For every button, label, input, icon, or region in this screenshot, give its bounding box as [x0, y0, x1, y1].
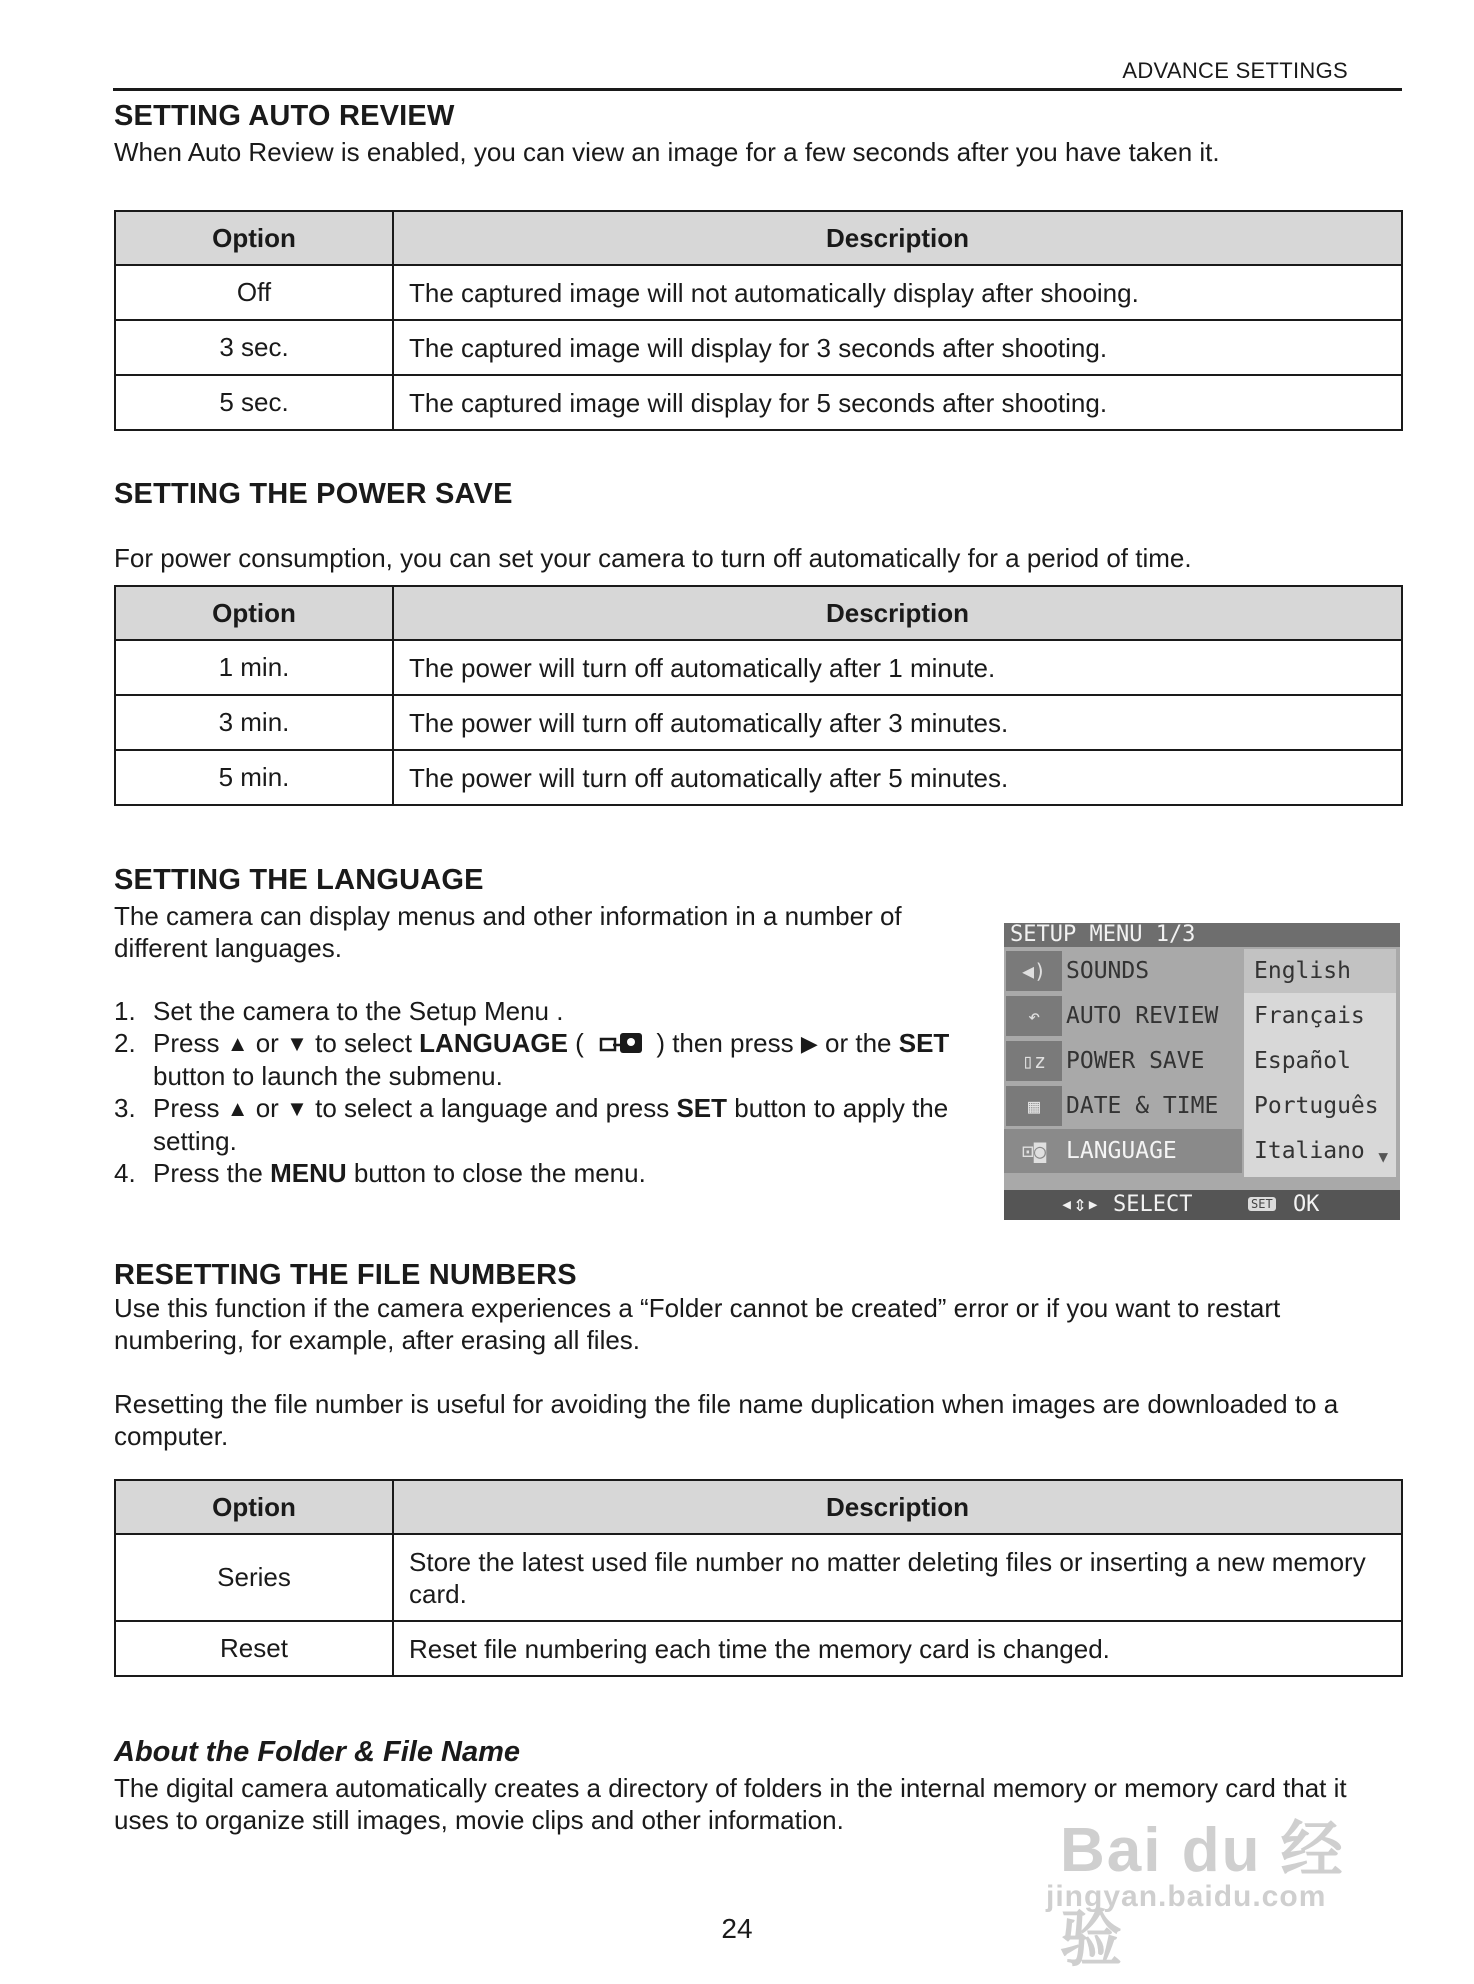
- file-numbers-table: [114, 1479, 1403, 1677]
- auto-review-intro: When Auto Review is enabled, you can view an image for a few seconds after you have taken it.: [114, 137, 1220, 167]
- column-header-option: Option: [115, 1480, 393, 1534]
- down-arrow-icon: ▼: [286, 1031, 308, 1056]
- step-text: or: [255, 1093, 279, 1123]
- set-badge: SET: [1248, 1197, 1276, 1211]
- page-number: 24: [721, 1913, 753, 1944]
- folder-text: The digital camera automatically creates a directory of folders in the internal memory or memory card that it uses to organize still images, movie clips and other information.: [114, 1773, 1347, 1835]
- table-row: [115, 750, 1402, 805]
- power-save-intro: For power consumption, you can set your camera to turn off automatically for a period of time.: [114, 543, 1192, 573]
- table-header-row: [115, 586, 1402, 640]
- menu-item-language: [1004, 1129, 1242, 1173]
- step-number: 1.: [114, 996, 136, 1026]
- column-header-description: Description: [393, 586, 1402, 640]
- column-header-description: Description: [393, 1480, 1402, 1534]
- step-text: (: [575, 1028, 584, 1058]
- step-text: ) then press: [656, 1028, 794, 1058]
- menu-item-auto-review: [1004, 994, 1242, 1038]
- description-cell: The captured image will display for 5 seconds after shooting.: [393, 375, 1402, 430]
- setup-menu-title: SETUP MENU 1/3: [1004, 923, 1400, 947]
- menu-item-label: POWER SAVE: [1066, 1048, 1205, 1074]
- step-number: 2.: [114, 1028, 136, 1058]
- set-keyword: SET: [898, 1028, 950, 1058]
- table-row: [115, 1534, 1402, 1621]
- watermark-url: jingyan.baidu.com: [1046, 1880, 1327, 1913]
- power-save-heading: SETTING THE POWER SAVE: [114, 478, 513, 510]
- auto-review-table: [114, 210, 1403, 431]
- description-cell: The power will turn off automatically after 5 minutes.: [393, 750, 1402, 805]
- language-option: Español: [1254, 1048, 1351, 1074]
- option-cell: 5 min.: [115, 750, 393, 805]
- language-icon: ⊡◙: [1006, 1131, 1062, 1171]
- step-number: 4.: [114, 1158, 136, 1188]
- power-save-icon: ▯z: [1006, 1041, 1062, 1081]
- step-item: [114, 1092, 994, 1157]
- table-row: [115, 640, 1402, 695]
- select-hint: [1060, 1190, 1192, 1220]
- up-arrow-icon: ▲: [226, 1096, 249, 1121]
- language-submenu: [1244, 949, 1396, 1177]
- option-cell: 3 sec.: [115, 320, 393, 375]
- option-cell: Reset: [115, 1621, 393, 1676]
- table-header-row: [115, 1480, 1402, 1534]
- file-numbers-note: Resetting the file number is useful for avoiding the file name duplication when images are downloaded to a computer.: [114, 1389, 1339, 1451]
- header-divider: [113, 88, 1402, 91]
- setup-menu-screenshot: [1004, 923, 1400, 1220]
- step-text: or: [255, 1028, 279, 1058]
- language-option: Português: [1254, 1093, 1379, 1119]
- right-arrow-icon: ▶: [800, 1031, 818, 1056]
- step-text: Press: [153, 1028, 220, 1058]
- step-text: Press: [153, 1093, 220, 1123]
- ok-label: OK: [1292, 1192, 1320, 1217]
- menu-keyword: MENU: [270, 1158, 347, 1188]
- description-cell: Reset file numbering each time the memory card is changed.: [393, 1621, 1402, 1676]
- option-cell: 1 min.: [115, 640, 393, 695]
- calendar-clock-icon: ▦: [1006, 1086, 1062, 1126]
- column-header-description: Description: [393, 211, 1402, 265]
- watermark: [1040, 1800, 1400, 1974]
- set-keyword: SET: [676, 1093, 728, 1123]
- table-row: [115, 320, 1402, 375]
- setup-menu-footer: [1004, 1190, 1400, 1220]
- step-text: Press the: [153, 1158, 263, 1188]
- description-cell: The captured image will not automatically display after shooing.: [393, 265, 1402, 320]
- review-icon: ↶: [1006, 996, 1062, 1036]
- select-label: SELECT: [1113, 1192, 1193, 1217]
- table-header-row: [115, 211, 1402, 265]
- option-cell: Off: [115, 265, 393, 320]
- description-cell: The power will turn off automatically after 3 minutes.: [393, 695, 1402, 750]
- menu-item-power-save: [1004, 1039, 1242, 1083]
- section-header: ADVANCE SETTINGS: [1122, 58, 1348, 83]
- option-cell: 3 min.: [115, 695, 393, 750]
- language-option: English: [1244, 949, 1396, 993]
- step-text: button to launch the submenu.: [153, 1061, 503, 1091]
- description-cell: The captured image will display for 3 seconds after shooting.: [393, 320, 1402, 375]
- table-row: [115, 1621, 1402, 1676]
- power-save-table: [114, 585, 1403, 806]
- step-text: button to apply the setting.: [153, 1093, 949, 1156]
- column-header-option: Option: [115, 586, 393, 640]
- step-text: button to close the menu.: [353, 1158, 646, 1188]
- scroll-down-icon: ▼: [1378, 1147, 1388, 1166]
- language-keyword: LANGUAGE: [419, 1028, 568, 1058]
- watermark-logo: Bai du 经验: [1060, 1816, 1345, 1974]
- table-row: [115, 695, 1402, 750]
- language-option: Italiano: [1254, 1138, 1365, 1164]
- language-steps: [114, 995, 994, 1189]
- menu-item-label: AUTO REVIEW: [1066, 1003, 1219, 1029]
- language-option: Français: [1254, 1003, 1365, 1029]
- option-cell: Series: [115, 1534, 393, 1621]
- column-header-option: Option: [115, 211, 393, 265]
- option-cell: 5 sec.: [115, 375, 393, 430]
- step-text: to select a language and press: [315, 1093, 670, 1123]
- speaker-icon: ◀): [1006, 951, 1062, 991]
- table-row: [115, 265, 1402, 320]
- ok-hint: [1248, 1190, 1319, 1220]
- step-item: [114, 1027, 994, 1092]
- language-intro: The camera can display menus and other information in a number of different languages.: [114, 901, 902, 963]
- description-cell: Store the latest used file number no matter deleting files or inserting a new memory card.: [393, 1534, 1402, 1621]
- up-arrow-icon: ▲: [226, 1031, 249, 1056]
- file-numbers-heading: RESETTING THE FILE NUMBERS: [114, 1259, 577, 1291]
- down-arrow-icon: ▼: [286, 1096, 308, 1121]
- step-number: 3.: [114, 1093, 136, 1123]
- auto-review-heading: SETTING AUTO REVIEW: [114, 100, 455, 132]
- step-text: to select: [315, 1028, 412, 1058]
- dpad-icon: ◂⇕▸: [1060, 1192, 1100, 1217]
- step-item: [114, 995, 994, 1027]
- menu-item-sounds: [1004, 949, 1242, 993]
- description-cell: The power will turn off automatically after 1 minute.: [393, 640, 1402, 695]
- menu-item-date-time: [1004, 1084, 1242, 1128]
- language-icon: [591, 1030, 649, 1056]
- folder-heading: About the Folder & File Name: [114, 1736, 521, 1768]
- language-heading: SETTING THE LANGUAGE: [114, 864, 484, 896]
- menu-item-label: SOUNDS: [1066, 958, 1150, 984]
- table-row: [115, 375, 1402, 430]
- menu-item-label: DATE & TIME: [1066, 1093, 1219, 1119]
- step-text: Set the camera to the Setup Menu .: [153, 996, 564, 1026]
- file-numbers-intro: Use this function if the camera experiences a “Folder cannot be created” error or if you want to restart numbering, for example, after erasing all files.: [114, 1293, 1281, 1355]
- step-text: or the: [825, 1028, 892, 1058]
- menu-item-label: LANGUAGE: [1066, 1138, 1177, 1164]
- step-item: [114, 1157, 994, 1189]
